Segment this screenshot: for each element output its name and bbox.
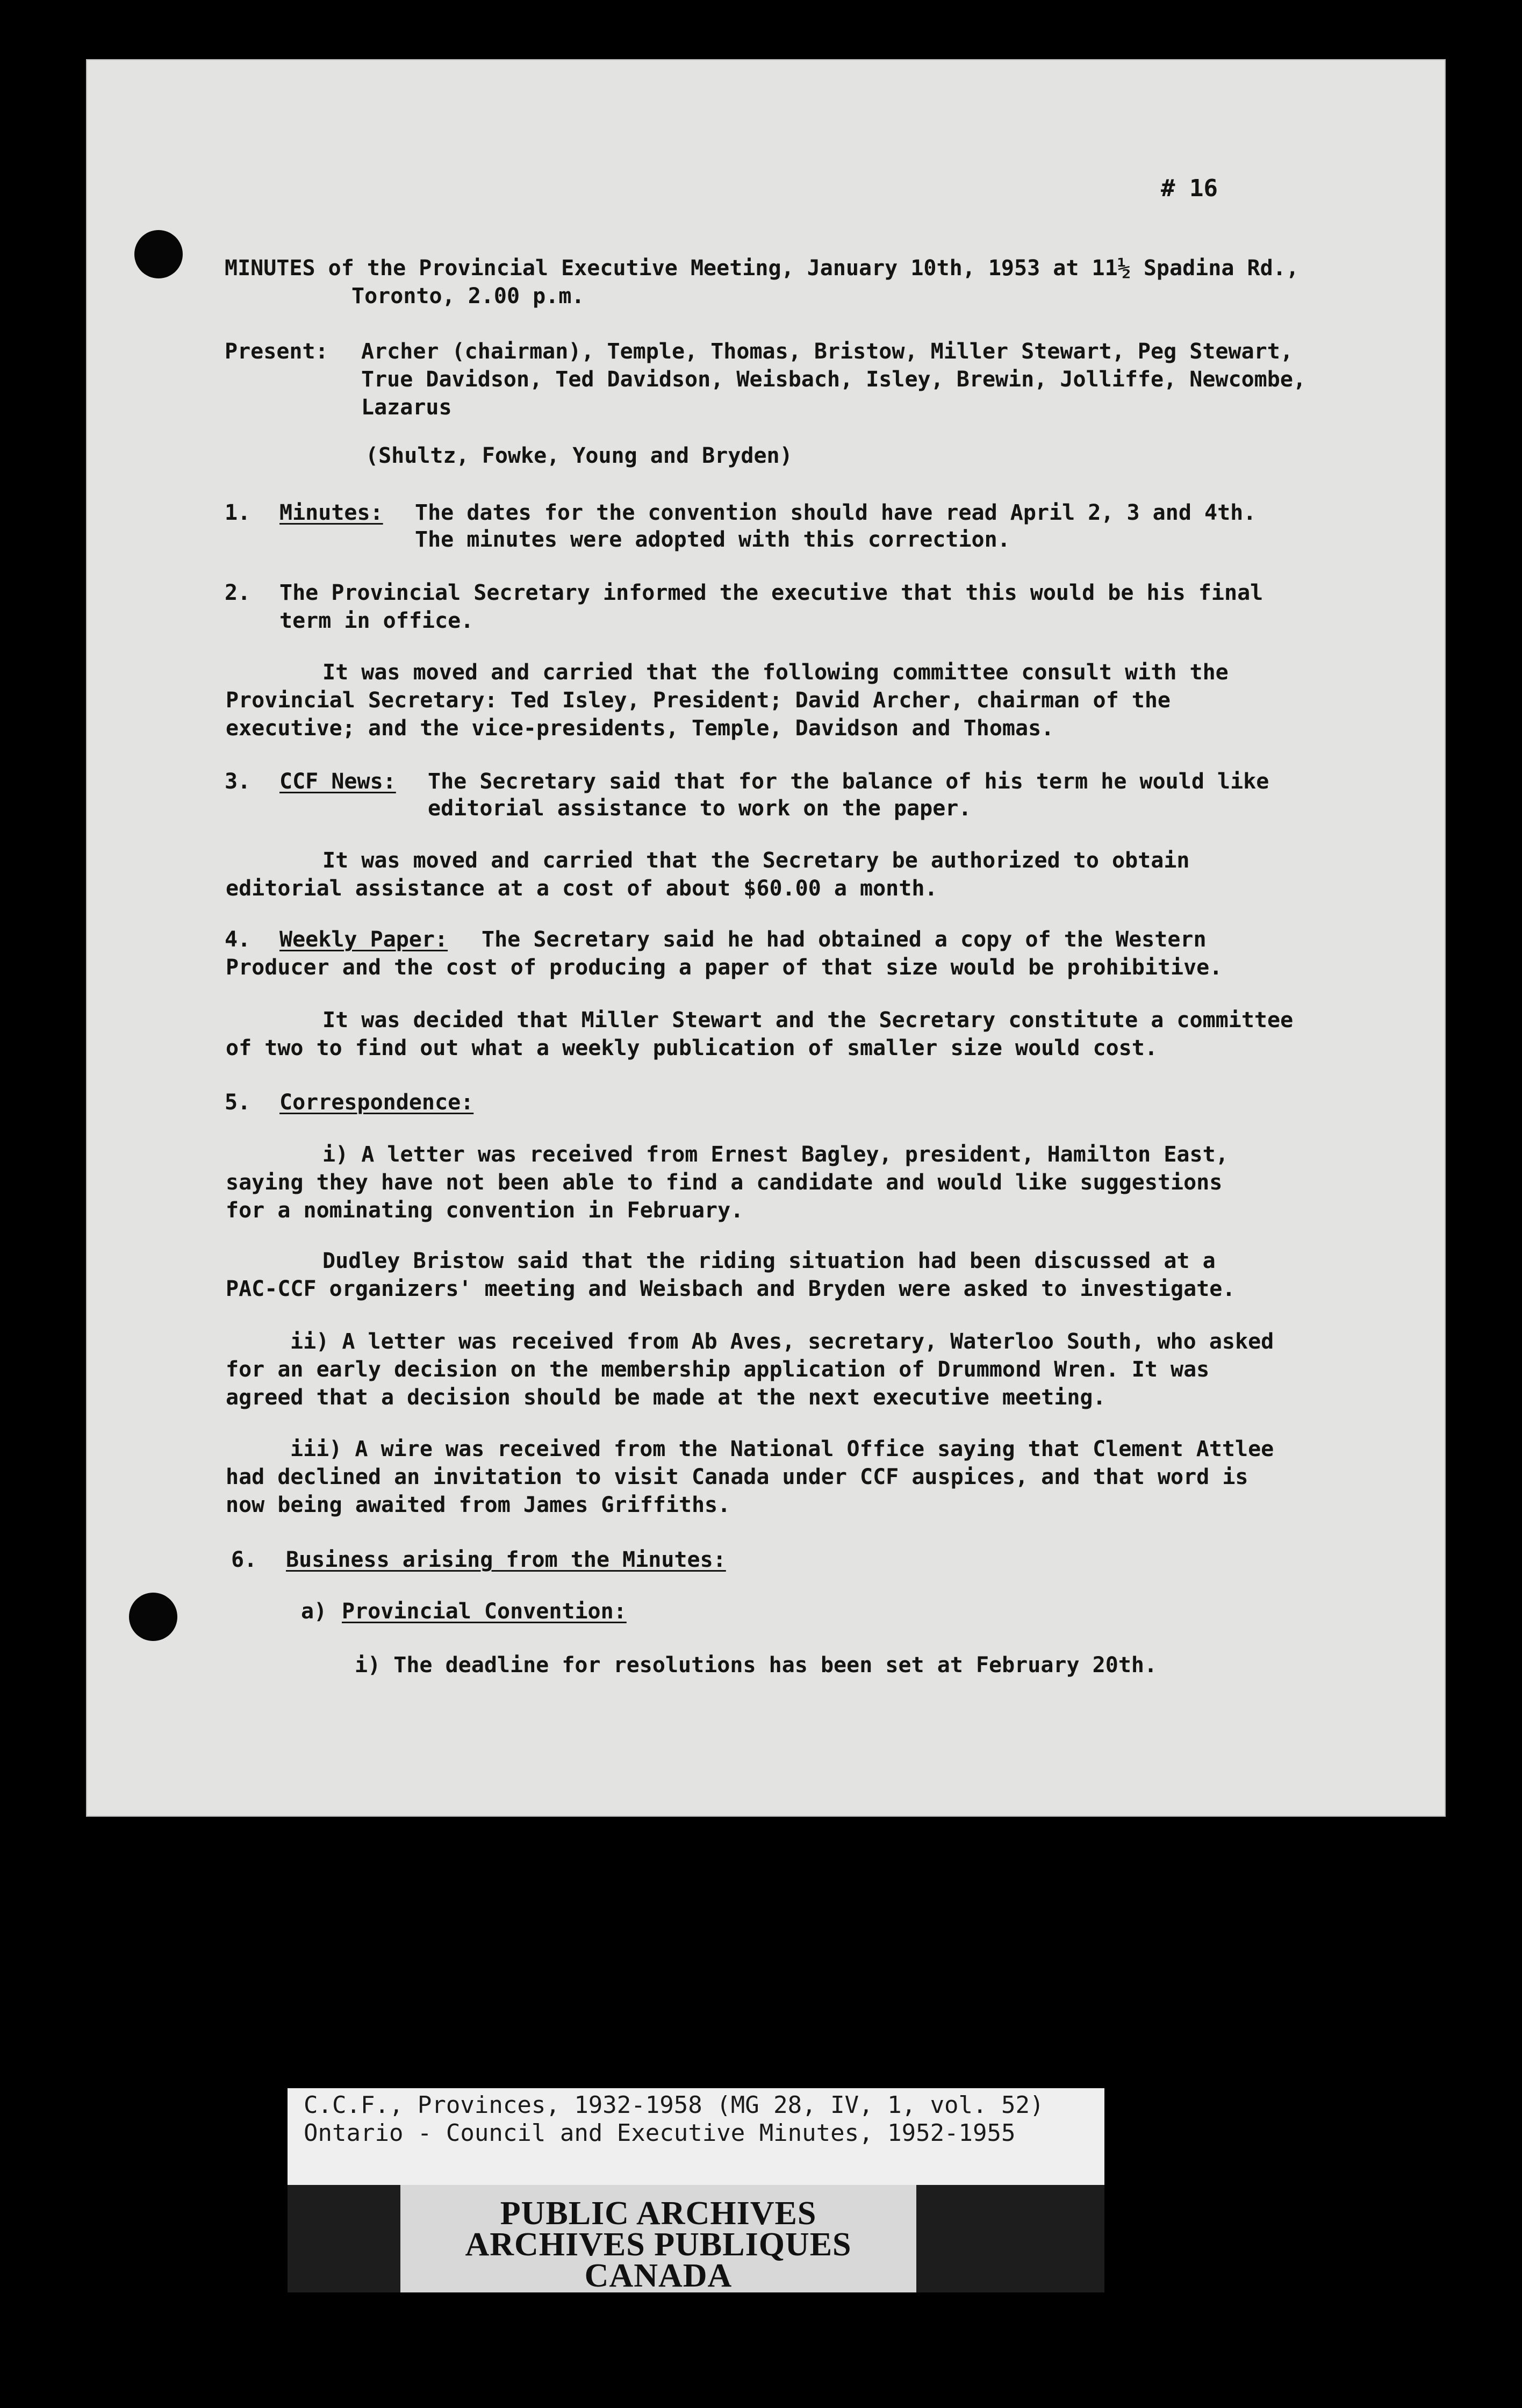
- item-6-number: 6.: [231, 1547, 257, 1572]
- item-6-sub-i: i) The deadline for resolutions has been set at February 20th.: [355, 1653, 1158, 1678]
- item-5-a-line2: saying they have not been able to find a candidate and would like suggestions: [226, 1170, 1223, 1195]
- item-2-para2-line1: It was moved and carried that the following committee consult with the: [322, 660, 1229, 685]
- archive-reference-label: [288, 2088, 1104, 2292]
- item-5-d-line1: iii) A wire was received from the National Office saying that Clement Attlee: [290, 1437, 1274, 1461]
- item-6-sub-a-heading: Provincial Convention:: [342, 1599, 627, 1624]
- item-3-para2-line1: It was moved and carried that the Secretary be authorized to obtain: [322, 848, 1190, 873]
- item-5-c-line3: agreed that a decision should be made at the next executive meeting.: [226, 1385, 1106, 1410]
- item-1-heading: Minutes:: [279, 500, 383, 525]
- item-5-a-line3: for a nominating convention in February.: [226, 1198, 744, 1223]
- present-names-line1: Archer (chairman), Temple, Thomas, Bristow, Miller Stewart, Peg Stewart,: [361, 339, 1293, 364]
- item-4-para2-line1: It was decided that Miller Stewart and the Secretary constitute a committee: [322, 1008, 1294, 1033]
- archive-stamp-band: [288, 2185, 1104, 2292]
- item-2-para2-line3: executive; and the vice-presidents, Temple, Davidson and Thomas.: [226, 716, 1054, 741]
- item-3-line2: editorial assistance to work on the paper.: [428, 796, 972, 821]
- present-names-line2: True Davidson, Ted Davidson, Weisbach, Isley, Brewin, Jolliffe, Newcombe,: [361, 367, 1306, 392]
- item-2-line2: term in office.: [279, 608, 474, 633]
- archive-stamp: [400, 2185, 916, 2292]
- present-label: Present:: [225, 339, 328, 364]
- minutes-title-line1: MINUTES of the Provincial Executive Meeting, January 10th, 1953 at 11½ Spadina Rd.,: [225, 256, 1299, 281]
- item-5-c-line2: for an early decision on the membership application of Drummond Wren. It was: [226, 1357, 1210, 1382]
- item-4-line1: The Secretary said he had obtained a copy of the Western: [482, 927, 1207, 952]
- item-1-line1: The dates for the convention should have read April 2, 3 and 4th.: [415, 500, 1257, 525]
- item-4-para2-line2: of two to find out what a weekly publication of smaller size would cost.: [226, 1036, 1158, 1060]
- item-2-line1: The Provincial Secretary informed the executive that this would be his final: [279, 580, 1263, 605]
- item-5-b-line2: PAC-CCF organizers' meeting and Weisbach and Bryden were asked to investigate.: [226, 1277, 1236, 1301]
- item-4-heading: Weekly Paper:: [279, 927, 448, 952]
- minutes-title-line2: Toronto, 2.00 p.m.: [351, 284, 585, 309]
- item-5-d-line3: now being awaited from James Griffiths.: [226, 1493, 731, 1517]
- page-number: # 16: [1161, 175, 1218, 202]
- stamp-archives-publiques: ARCHIVES PUBLIQUES: [465, 2226, 852, 2263]
- item-4-line2: Producer and the cost of producing a paper of that size would be prohibitive.: [226, 955, 1223, 980]
- present-names-line3: Lazarus: [361, 395, 452, 420]
- item-6-heading: Business arising from the Minutes:: [286, 1547, 726, 1572]
- stamp-public-archives: PUBLIC ARCHIVES: [500, 2195, 817, 2232]
- item-5-d-line2: had declined an invitation to visit Canada under CCF auspices, and that word is: [226, 1465, 1248, 1489]
- item-3-number: 3.: [225, 769, 251, 794]
- item-3-line1: The Secretary said that for the balance of his term he would like: [428, 769, 1269, 794]
- item-5-c-line1: ii) A letter was received from Ab Aves, secretary, Waterloo South, who asked: [290, 1329, 1274, 1354]
- item-4-number: 4.: [225, 927, 251, 952]
- archive-fonds-line: C.C.F., Provinces, 1932-1958 (MG 28, IV, 1, vol. 52): [304, 2091, 1044, 2119]
- punch-hole-bottom: [129, 1593, 177, 1641]
- item-1-line2: The minutes were adopted with this correction.: [415, 527, 1010, 552]
- item-5-number: 5.: [225, 1090, 251, 1115]
- stamp-canada: CANADA: [584, 2259, 733, 2292]
- item-5-b-line1: Dudley Bristow said that the riding situation had been discussed at a: [322, 1249, 1216, 1273]
- item-6-sub-a-letter: a): [301, 1599, 327, 1624]
- item-2-para2-line2: Provincial Secretary: Ted Isley, President; David Archer, chairman of the: [226, 688, 1171, 713]
- item-5-a-line1: i) A letter was received from Ernest Bagley, president, Hamilton East,: [322, 1142, 1229, 1167]
- absent-names: (Shultz, Fowke, Young and Bryden): [365, 443, 793, 468]
- archive-series-line: Ontario - Council and Executive Minutes, 1952-1955: [304, 2119, 1016, 2147]
- item-3-heading: CCF News:: [279, 769, 396, 794]
- punch-hole-top: [134, 230, 183, 278]
- item-1-number: 1.: [225, 500, 251, 525]
- item-2-number: 2.: [225, 580, 251, 605]
- item-5-heading: Correspondence:: [279, 1090, 474, 1115]
- item-3-para2-line2: editorial assistance at a cost of about $60.00 a month.: [226, 876, 938, 901]
